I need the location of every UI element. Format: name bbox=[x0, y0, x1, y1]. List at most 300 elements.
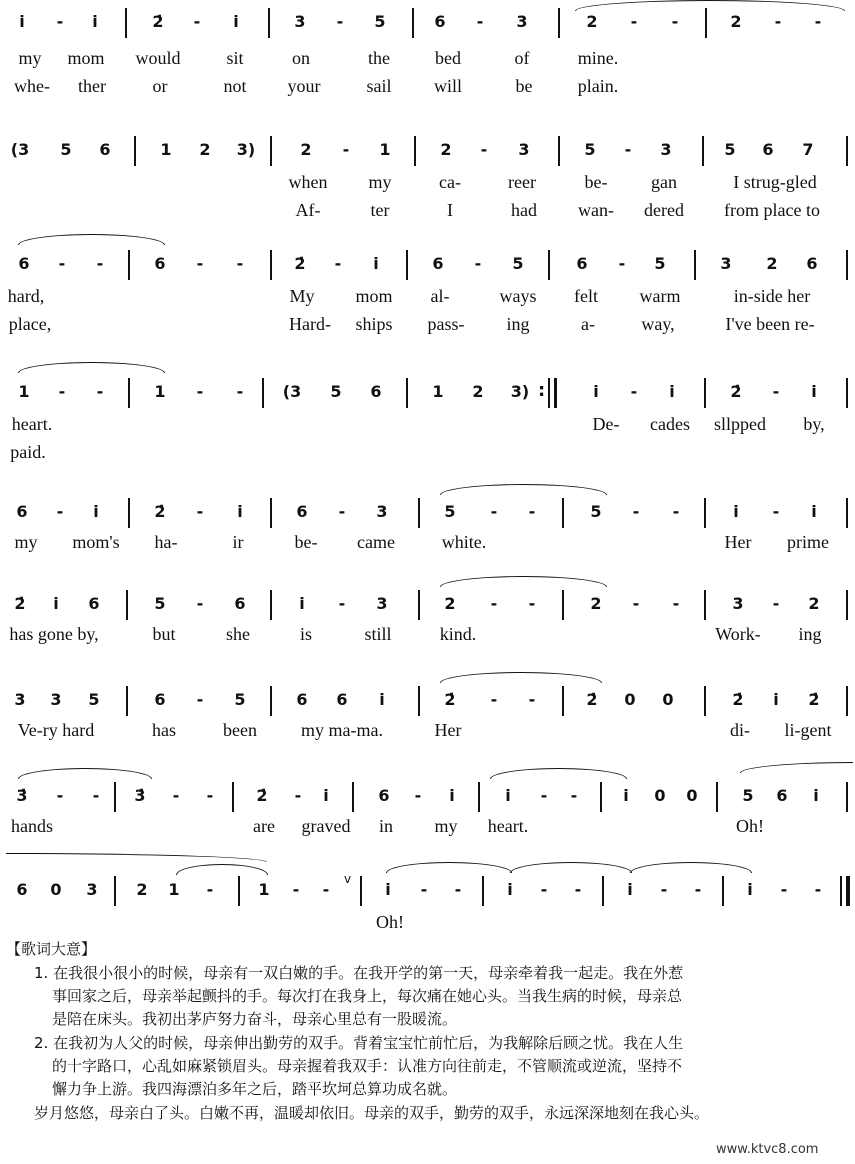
note: 2̇ bbox=[730, 382, 742, 401]
note: 5 bbox=[374, 12, 386, 31]
barline bbox=[554, 378, 557, 408]
barline bbox=[716, 782, 718, 812]
lyric: still bbox=[364, 624, 392, 644]
note: 3 bbox=[518, 140, 530, 159]
note: - bbox=[206, 786, 214, 805]
lyric: are bbox=[253, 816, 275, 836]
paragraph-2-line-1: 2. 在我初为人父的时候，母亲伸出勤劳的双手。背着宝宝忙前忙后，为我解除后顾之忧。我在人生 bbox=[34, 1034, 684, 1052]
note: - bbox=[196, 594, 204, 613]
note: 3 bbox=[720, 254, 732, 273]
final-barline bbox=[846, 876, 850, 906]
note: - bbox=[528, 594, 536, 613]
note: 2 bbox=[472, 382, 484, 401]
note: - bbox=[476, 12, 484, 31]
note: i bbox=[92, 12, 98, 31]
note: 3 bbox=[376, 502, 388, 521]
note: - bbox=[624, 140, 632, 159]
note: 3̇ bbox=[16, 786, 28, 805]
note: 0 bbox=[686, 786, 698, 805]
lyric: your bbox=[287, 76, 321, 96]
note: - bbox=[490, 690, 498, 709]
barline bbox=[126, 686, 128, 716]
lyric: on bbox=[292, 48, 310, 68]
note: 6 bbox=[336, 690, 348, 709]
barline bbox=[478, 782, 480, 812]
note: 1 bbox=[18, 382, 30, 401]
lyric: ca- bbox=[439, 172, 461, 192]
lyric: I bbox=[447, 200, 453, 220]
note: 2 bbox=[590, 594, 602, 613]
note: i bbox=[623, 786, 629, 805]
barline bbox=[846, 498, 848, 528]
note: 6 bbox=[154, 254, 166, 273]
note: 5 bbox=[234, 690, 246, 709]
note: 2 bbox=[440, 140, 452, 159]
note: i bbox=[233, 12, 239, 31]
note: 0 bbox=[624, 690, 636, 709]
lyric: ter bbox=[370, 200, 390, 220]
tie-arc bbox=[18, 362, 165, 373]
note: i bbox=[593, 382, 599, 401]
lyric: has gone by, bbox=[9, 624, 99, 644]
note: i bbox=[237, 502, 243, 521]
lyric: De- bbox=[592, 414, 620, 434]
note: 6 bbox=[762, 140, 774, 159]
note: - bbox=[414, 786, 422, 805]
note: 1 bbox=[154, 382, 166, 401]
lyric: by, bbox=[803, 414, 825, 434]
note: 2 bbox=[199, 140, 211, 159]
note: 6 bbox=[806, 254, 818, 273]
note: - bbox=[196, 254, 204, 273]
lyric: gan bbox=[651, 172, 677, 192]
note: - bbox=[206, 880, 214, 899]
barline bbox=[125, 8, 127, 38]
barline bbox=[352, 782, 354, 812]
lyric: paid. bbox=[10, 442, 46, 462]
lyric: pass- bbox=[427, 314, 465, 334]
note: 1 bbox=[379, 140, 391, 159]
note: 0 bbox=[654, 786, 666, 805]
note: 6 bbox=[370, 382, 382, 401]
lyric: mine. bbox=[577, 48, 619, 68]
note: - bbox=[632, 502, 640, 521]
lyric: ing bbox=[798, 624, 822, 644]
lyric: heart. bbox=[487, 816, 529, 836]
barline bbox=[414, 136, 416, 166]
note: - bbox=[774, 12, 782, 31]
lyric: when bbox=[288, 172, 328, 192]
note: i bbox=[773, 690, 779, 709]
note: - bbox=[338, 502, 346, 521]
tie-arc bbox=[490, 768, 627, 779]
note: 5 bbox=[654, 254, 666, 273]
note: i bbox=[507, 880, 513, 899]
note: 2̇ bbox=[732, 690, 744, 709]
tie-arc bbox=[440, 484, 607, 495]
note: 2 bbox=[136, 880, 148, 899]
lyric: of bbox=[514, 48, 530, 68]
note: 6 bbox=[88, 594, 100, 613]
note: 3 bbox=[376, 594, 388, 613]
lyric: graved bbox=[301, 816, 351, 836]
note: - bbox=[772, 502, 780, 521]
note: 1 bbox=[258, 880, 270, 899]
note: 2̇ bbox=[154, 502, 166, 521]
note: 6 bbox=[99, 140, 111, 159]
lyric: warm bbox=[639, 286, 681, 306]
barline bbox=[238, 876, 240, 906]
lyric: in bbox=[378, 816, 394, 836]
barline bbox=[548, 250, 550, 280]
lyric: di- bbox=[730, 720, 750, 740]
paragraph-1-line-1: 1. 在我很小很小的时候，母亲有一双白嫩的手。在我开学的第一天，母亲牵着我一起走。我在外惹 bbox=[34, 964, 684, 982]
lyric: a- bbox=[581, 314, 595, 334]
note: - bbox=[490, 594, 498, 613]
note: i bbox=[669, 382, 675, 401]
barline bbox=[128, 498, 130, 528]
barline bbox=[482, 876, 484, 906]
note: 6 bbox=[776, 786, 788, 805]
lyric: the bbox=[368, 48, 390, 68]
lyric: from place to bbox=[724, 200, 820, 220]
barline bbox=[270, 590, 272, 620]
barline bbox=[418, 498, 420, 528]
note: i bbox=[385, 880, 391, 899]
lyric: bed bbox=[435, 48, 461, 68]
tie-arc bbox=[440, 672, 602, 683]
barline bbox=[412, 8, 414, 38]
lyric: in-side her bbox=[733, 286, 811, 306]
lyric: prime bbox=[787, 532, 829, 552]
note: - bbox=[196, 690, 204, 709]
repeat-dots: : bbox=[538, 380, 546, 401]
barline bbox=[562, 590, 564, 620]
note: - bbox=[236, 382, 244, 401]
barline bbox=[128, 378, 130, 408]
note: - bbox=[540, 880, 548, 899]
barline bbox=[704, 378, 706, 408]
note: - bbox=[780, 880, 788, 899]
note: - bbox=[56, 502, 64, 521]
tie-arc bbox=[386, 862, 512, 873]
note: - bbox=[630, 382, 638, 401]
note: i bbox=[373, 254, 379, 273]
tie-arc bbox=[575, 0, 845, 11]
lyric: be- bbox=[294, 532, 318, 552]
lyric: Her bbox=[434, 720, 462, 740]
note: 6 bbox=[432, 254, 444, 273]
lyric: ir bbox=[232, 532, 244, 552]
note: - bbox=[454, 880, 462, 899]
note: 0 bbox=[50, 880, 62, 899]
lyric: been bbox=[223, 720, 257, 740]
barline bbox=[262, 378, 264, 408]
note: 5 bbox=[444, 502, 456, 521]
note: i bbox=[323, 786, 329, 805]
barline bbox=[602, 876, 604, 906]
barline bbox=[548, 378, 550, 408]
note: 3) bbox=[510, 382, 530, 401]
note: 5 bbox=[724, 140, 736, 159]
note: - bbox=[671, 12, 679, 31]
note: (3 bbox=[10, 140, 30, 159]
lyric: ing bbox=[506, 314, 530, 334]
barline bbox=[360, 876, 362, 906]
note: - bbox=[334, 254, 342, 273]
barline bbox=[562, 498, 564, 528]
note: 6 bbox=[16, 502, 28, 521]
lyric: my bbox=[14, 532, 38, 552]
note: - bbox=[56, 786, 64, 805]
note: i bbox=[733, 502, 739, 521]
note: - bbox=[540, 786, 548, 805]
lyric: Ve-ry hard bbox=[17, 720, 95, 740]
note: 6 bbox=[18, 254, 30, 273]
lyric: Oh! bbox=[736, 816, 764, 836]
barline bbox=[704, 590, 706, 620]
note: i bbox=[299, 594, 305, 613]
barline bbox=[270, 250, 272, 280]
section-heading: 【歌词大意】 bbox=[6, 940, 97, 958]
note: i bbox=[627, 880, 633, 899]
note: - bbox=[694, 880, 702, 899]
note: 5 bbox=[512, 254, 524, 273]
note: 2 bbox=[808, 594, 820, 613]
note: - bbox=[292, 880, 300, 899]
note: - bbox=[814, 880, 822, 899]
lyric: ha- bbox=[154, 532, 178, 552]
barline bbox=[134, 136, 136, 166]
watermark: www.ktvc8.com bbox=[716, 1142, 819, 1157]
barline bbox=[704, 498, 706, 528]
note: - bbox=[632, 594, 640, 613]
note: 5 bbox=[330, 382, 342, 401]
note: - bbox=[196, 502, 204, 521]
lyric: my bbox=[368, 172, 392, 192]
lyric: dered bbox=[644, 200, 684, 220]
note: 2̇ bbox=[152, 12, 164, 31]
lyric: plain. bbox=[577, 76, 619, 96]
lyric: al- bbox=[430, 286, 450, 306]
note: 5 bbox=[88, 690, 100, 709]
lyric: I strug-gled bbox=[733, 172, 817, 192]
barline bbox=[846, 590, 848, 620]
lyric: cades bbox=[650, 414, 690, 434]
note: 3 bbox=[516, 12, 528, 31]
paragraph-3: 岁月悠悠，母亲白了头。白嫩不再，温暖却依旧。母亲的双手，勤劳的双手，永远深深地刻在我心头。 bbox=[34, 1104, 710, 1122]
note: 2 bbox=[586, 12, 598, 31]
barline bbox=[846, 782, 848, 812]
barline bbox=[694, 250, 696, 280]
lyric: would bbox=[135, 48, 181, 68]
barline bbox=[846, 250, 848, 280]
lyric: mom bbox=[67, 48, 105, 68]
tie-arc bbox=[6, 853, 267, 862]
lyric: sail bbox=[366, 76, 392, 96]
paragraph-1-line-3: 是陪在床头。我初出茅庐努力奋斗，母亲心里总有一股暖流。 bbox=[52, 1010, 458, 1028]
note: 5 bbox=[60, 140, 72, 159]
lyric: she bbox=[226, 624, 250, 644]
note: 2 bbox=[766, 254, 778, 273]
barline bbox=[270, 498, 272, 528]
note: - bbox=[58, 254, 66, 273]
lyric: mom bbox=[355, 286, 393, 306]
breath-mark: v bbox=[344, 872, 352, 886]
lyric: hard, bbox=[7, 286, 45, 306]
note: - bbox=[338, 594, 346, 613]
barline bbox=[702, 136, 704, 166]
lyric: Her bbox=[724, 532, 752, 552]
note: i bbox=[811, 382, 817, 401]
lyric: my ma-ma. bbox=[301, 720, 383, 740]
lyric: has bbox=[152, 720, 176, 740]
note: - bbox=[660, 880, 668, 899]
note: 3 bbox=[86, 880, 98, 899]
lyric: Af- bbox=[295, 200, 321, 220]
note: 3 bbox=[732, 594, 744, 613]
note: - bbox=[490, 502, 498, 521]
note: 0 bbox=[662, 690, 674, 709]
note: 3 bbox=[294, 12, 306, 31]
lyric: be- bbox=[584, 172, 608, 192]
note: i bbox=[93, 502, 99, 521]
note: - bbox=[772, 594, 780, 613]
barline bbox=[232, 782, 234, 812]
lyric: will bbox=[433, 76, 463, 96]
note: - bbox=[196, 382, 204, 401]
lyric: sit bbox=[226, 48, 244, 68]
lyric: I've been re- bbox=[725, 314, 815, 334]
tie-arc bbox=[176, 864, 268, 875]
note: i bbox=[449, 786, 455, 805]
note: 5 bbox=[590, 502, 602, 521]
tie-arc bbox=[18, 768, 152, 779]
note: i bbox=[19, 12, 25, 31]
barline bbox=[270, 686, 272, 716]
note: - bbox=[672, 594, 680, 613]
note: - bbox=[342, 140, 350, 159]
note: (3 bbox=[282, 382, 302, 401]
note: 6 bbox=[154, 690, 166, 709]
note: 3 bbox=[660, 140, 672, 159]
barline bbox=[600, 782, 602, 812]
tie-arc bbox=[630, 862, 752, 873]
lyric: kind. bbox=[439, 624, 477, 644]
barline bbox=[558, 8, 560, 38]
barline bbox=[846, 686, 848, 716]
note: 6 bbox=[16, 880, 28, 899]
lyric: place, bbox=[8, 314, 52, 334]
note: - bbox=[236, 254, 244, 273]
note: - bbox=[630, 12, 638, 31]
note: - bbox=[480, 140, 488, 159]
note: - bbox=[172, 786, 180, 805]
lyric: came bbox=[357, 532, 395, 552]
paragraph-1-line-2: 事回家之后，母亲举起颤抖的手。每次打在我身上，每次痛在她心头。当我生病的时候，母亲总 bbox=[52, 987, 683, 1005]
note: 7 bbox=[802, 140, 814, 159]
lyric: ships bbox=[355, 314, 393, 334]
note: - bbox=[528, 502, 536, 521]
barline bbox=[704, 686, 706, 716]
note: - bbox=[336, 12, 344, 31]
lyric: but bbox=[152, 624, 176, 644]
note: i bbox=[379, 690, 385, 709]
note: - bbox=[193, 12, 201, 31]
barline bbox=[114, 876, 116, 906]
note: - bbox=[56, 12, 64, 31]
note: 3) bbox=[236, 140, 256, 159]
barline bbox=[846, 136, 848, 166]
note: - bbox=[294, 786, 302, 805]
note: 6 bbox=[576, 254, 588, 273]
note: - bbox=[570, 786, 578, 805]
lyric: white. bbox=[441, 532, 487, 552]
barline bbox=[128, 250, 130, 280]
note: 5 bbox=[584, 140, 596, 159]
barline bbox=[418, 590, 420, 620]
barline bbox=[406, 378, 408, 408]
note: i bbox=[747, 880, 753, 899]
note: i bbox=[505, 786, 511, 805]
note: 5 bbox=[742, 786, 754, 805]
barline bbox=[114, 782, 116, 812]
lyric: wan- bbox=[578, 200, 614, 220]
note: - bbox=[618, 254, 626, 273]
lyric: my bbox=[434, 816, 458, 836]
note: 1 bbox=[168, 880, 180, 899]
note: 2 bbox=[444, 594, 456, 613]
barline bbox=[558, 136, 560, 166]
paragraph-2-line-2: 的十字路口，心乱如麻紧锁眉头。母亲握着我双手：认准方向往前走，不管顺流或逆流，坚持不 bbox=[52, 1057, 683, 1075]
note: 6 bbox=[296, 502, 308, 521]
barline bbox=[705, 8, 707, 38]
note: - bbox=[96, 254, 104, 273]
lyric: li-gent bbox=[784, 720, 832, 740]
note: - bbox=[528, 690, 536, 709]
lyric: felt bbox=[574, 286, 598, 306]
note: 2̇ bbox=[294, 254, 306, 273]
tie-arc bbox=[440, 576, 607, 587]
note: 1 bbox=[432, 382, 444, 401]
lyric: Work- bbox=[715, 624, 761, 644]
lyric: ther bbox=[78, 76, 106, 96]
note: - bbox=[420, 880, 428, 899]
lyric: or bbox=[152, 76, 168, 96]
lyric: reer bbox=[508, 172, 536, 192]
note: i bbox=[813, 786, 819, 805]
lyric: Hard- bbox=[289, 314, 331, 334]
lyric: way, bbox=[641, 314, 675, 334]
barline bbox=[562, 686, 564, 716]
lyric: Oh! bbox=[376, 912, 404, 932]
lyric: heart. bbox=[11, 414, 53, 434]
barline bbox=[126, 590, 128, 620]
note: 5 bbox=[154, 594, 166, 613]
lyric: my bbox=[18, 48, 42, 68]
lyric: had bbox=[511, 200, 537, 220]
note: - bbox=[96, 382, 104, 401]
tie-arc bbox=[18, 234, 165, 245]
note: 3 bbox=[50, 690, 62, 709]
note: - bbox=[814, 12, 822, 31]
note: 2̇ bbox=[444, 690, 456, 709]
note: - bbox=[772, 382, 780, 401]
note: i bbox=[811, 502, 817, 521]
note: 2̇ bbox=[808, 690, 820, 709]
note: - bbox=[92, 786, 100, 805]
barline bbox=[270, 136, 272, 166]
